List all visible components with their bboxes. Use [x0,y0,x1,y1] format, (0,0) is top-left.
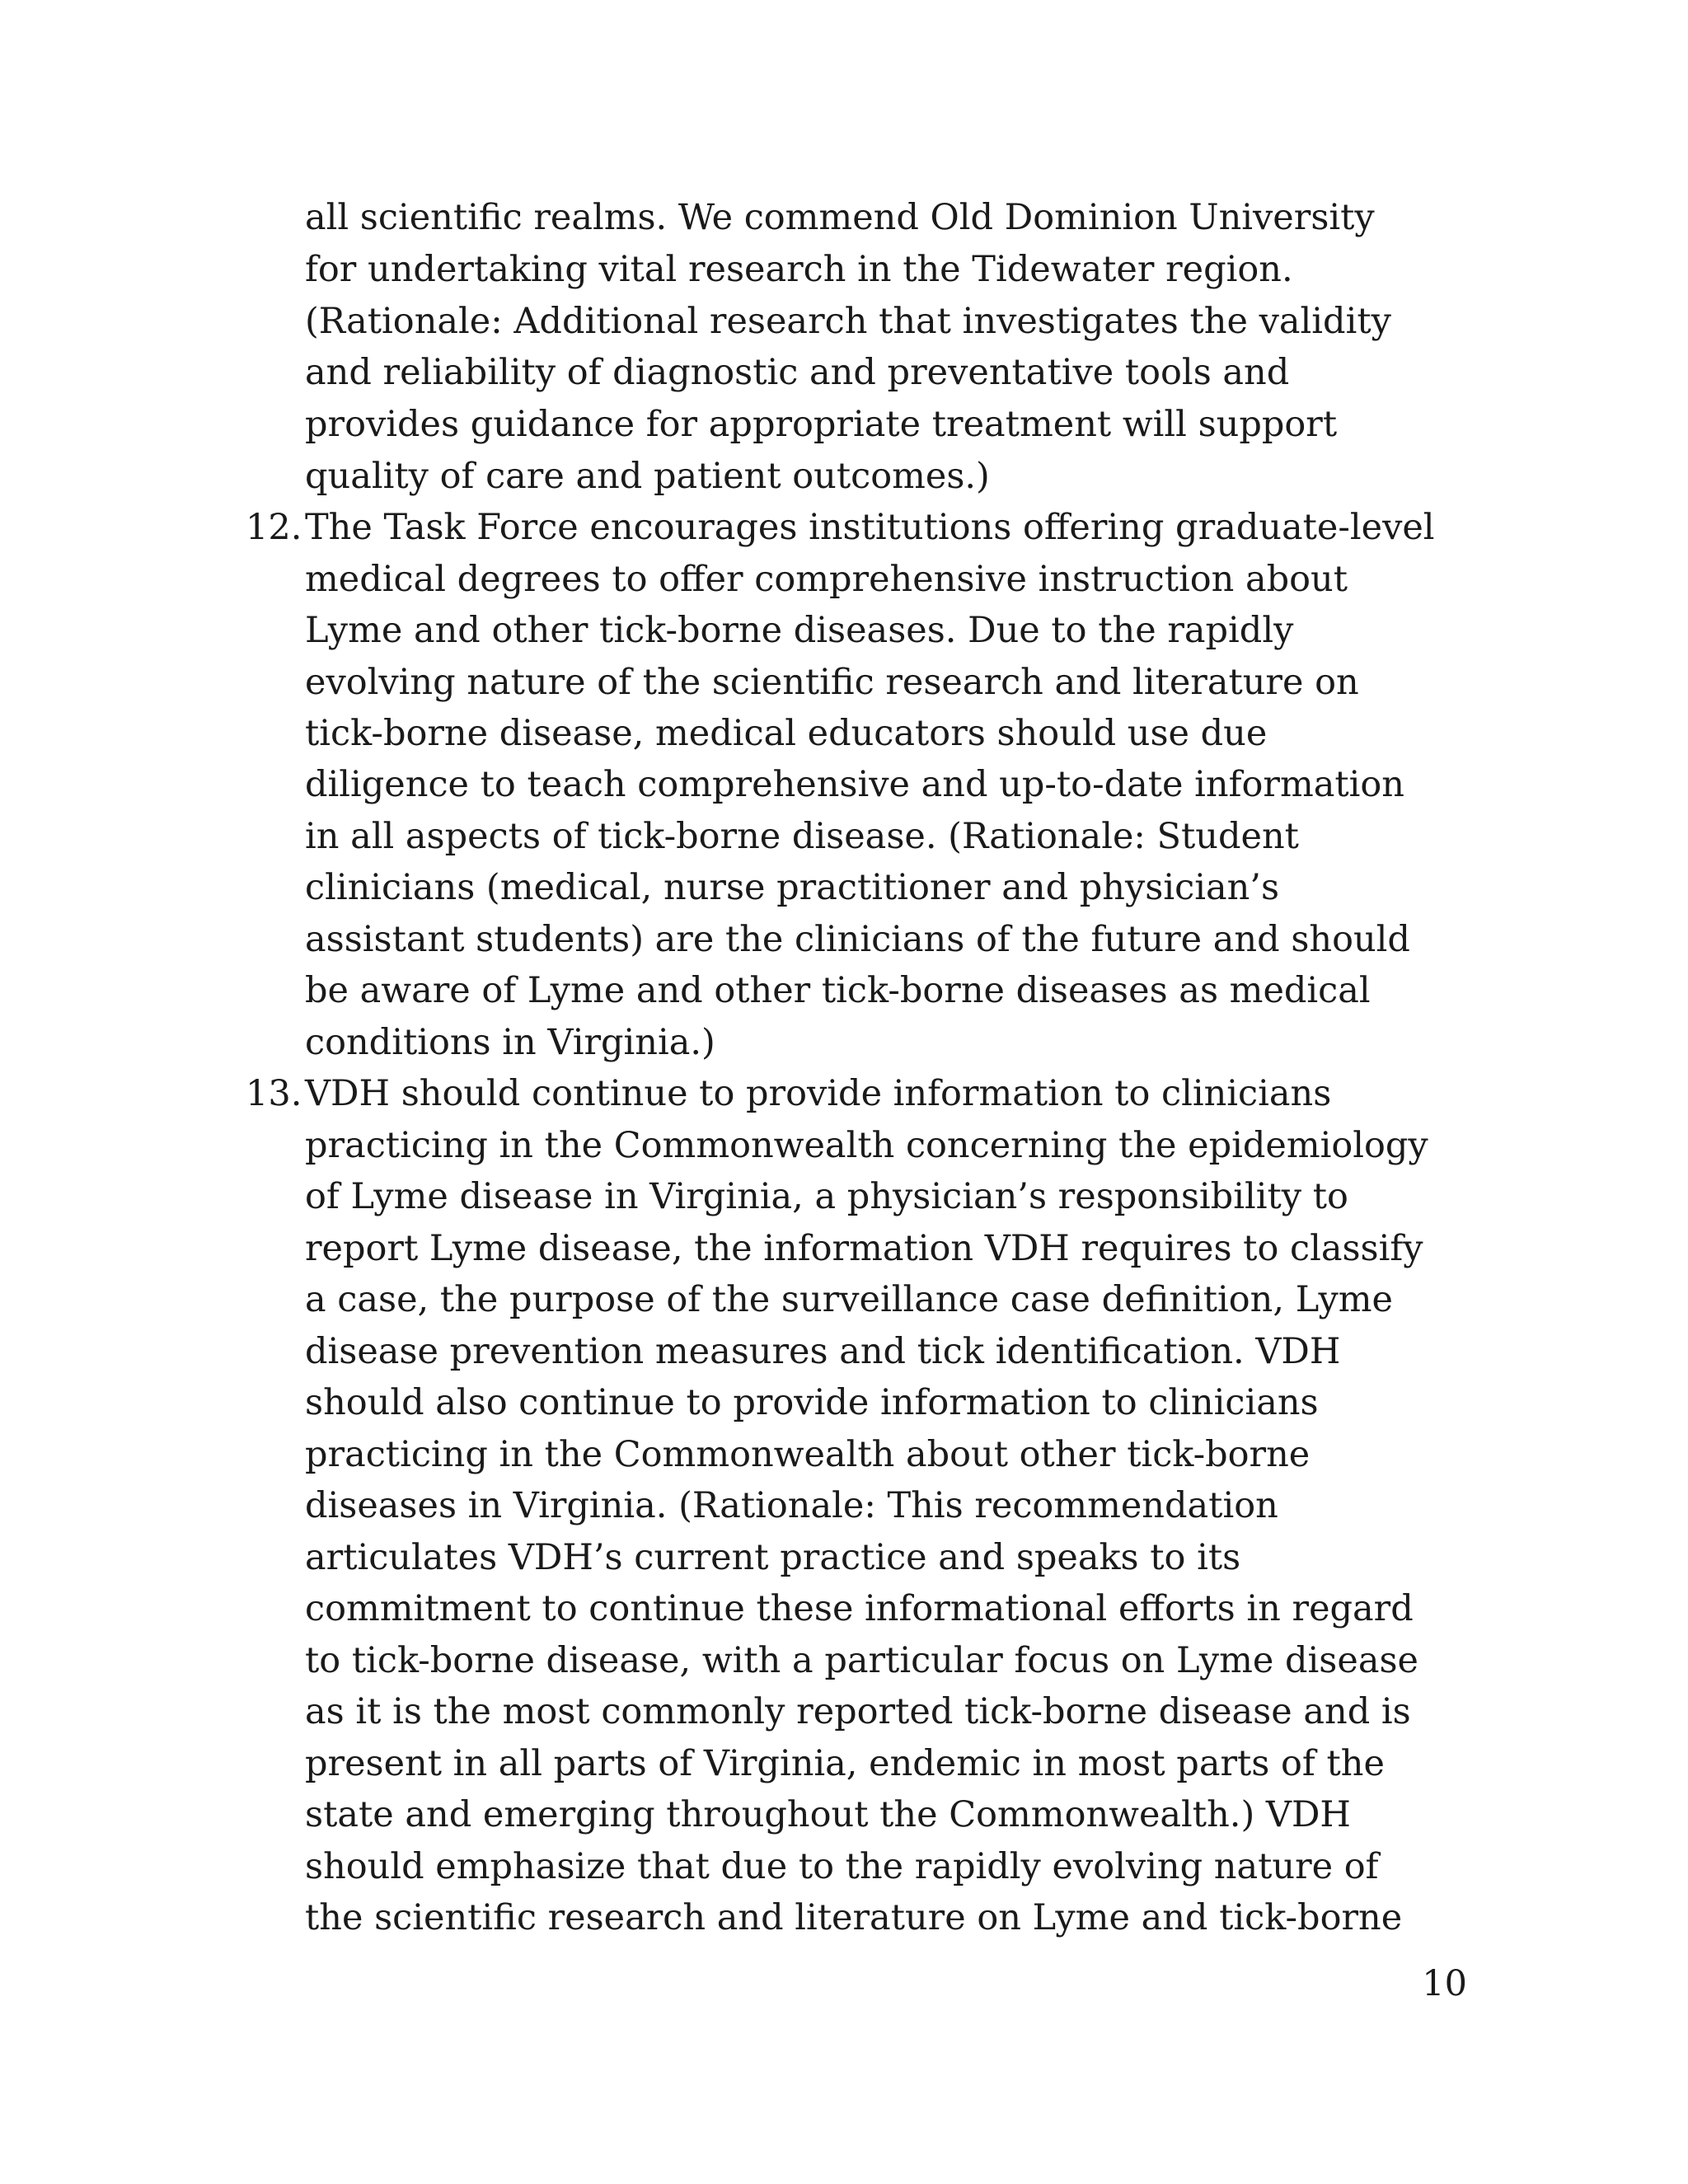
list-item-line: as it is the most commonly reported tick-borne disease and is [305,1691,1411,1732]
paragraph-line: all scientific realms. We commend Old Dominion University [305,197,1375,238]
list-item-number: 12. [246,507,302,548]
list-item-line: state and emerging throughout the Commonwealth.) VDH [305,1794,1351,1835]
list-item-number: 13. [246,1073,302,1114]
list-item-line: should also continue to provide information to clinicians [305,1382,1319,1423]
paragraph-line: quality of care and patient outcomes.) [305,456,990,497]
paragraph-line: (Rationale: Additional research that investigates the validity [305,301,1391,342]
page-number: 10 [1422,1963,1467,2004]
list-item-line: to tick-borne disease, with a particular focus on Lyme disease [305,1640,1418,1681]
list-item-line: The Task Force encourages institutions offering graduate-level [305,507,1435,548]
list-item-line: should emphasize that due to the rapidly evolving nature of [305,1846,1379,1887]
list-item-line: Lyme and other tick-borne diseases. Due to the rapidly [305,610,1294,651]
list-item-line: present in all parts of Virginia, endemic in most parts of the [305,1743,1385,1784]
list-item-line: tick-borne disease, medical educators should use due [305,713,1268,754]
list-item-line: evolving nature of the scientific research and literature on [305,662,1359,703]
list-item-line: in all aspects of tick-borne disease. (Rationale: Student [305,816,1299,857]
list-item-line: assistant students) are the clinicians of the future and should [305,919,1410,960]
list-item-line: diligence to teach comprehensive and up-to-date information [305,764,1404,805]
list-item-line: commitment to continue these informational efforts in regard [305,1588,1414,1629]
paragraph-line: and reliability of diagnostic and preventative tools and [305,352,1290,393]
list-item-line: the scientific research and literature on Lyme and tick-borne [305,1897,1403,1938]
list-item-line: VDH should continue to provide information to clinicians [305,1073,1332,1114]
list-item-line: report Lyme disease, the information VDH requires to classify [305,1228,1423,1269]
paragraph-line: provides guidance for appropriate treatment will support [305,404,1338,445]
paragraph-line: for undertaking vital research in the Tidewater region. [305,249,1293,290]
list-item-line: practicing in the Commonwealth concerning the epidemiology [305,1125,1428,1166]
list-item-line: practicing in the Commonwealth about other tick-borne [305,1434,1311,1475]
list-item-line: medical degrees to offer comprehensive instruction about [305,559,1348,600]
list-item-line: a case, the purpose of the surveillance case definition, Lyme [305,1279,1394,1320]
list-item-line: disease prevention measures and tick identification. VDH [305,1331,1341,1372]
list-item-line: conditions in Virginia.) [305,1022,715,1063]
list-item-line: articulates VDH’s current practice and speaks to its [305,1537,1241,1578]
list-item-line: of Lyme disease in Virginia, a physician’s responsibility to [305,1176,1348,1217]
list-item-line: clinicians (medical, nurse practitioner and physician’s [305,867,1280,908]
list-item-line: be aware of Lyme and other tick-borne diseases as medical [305,970,1371,1011]
list-item-line: diseases in Virginia. (Rationale: This recommendation [305,1485,1278,1526]
